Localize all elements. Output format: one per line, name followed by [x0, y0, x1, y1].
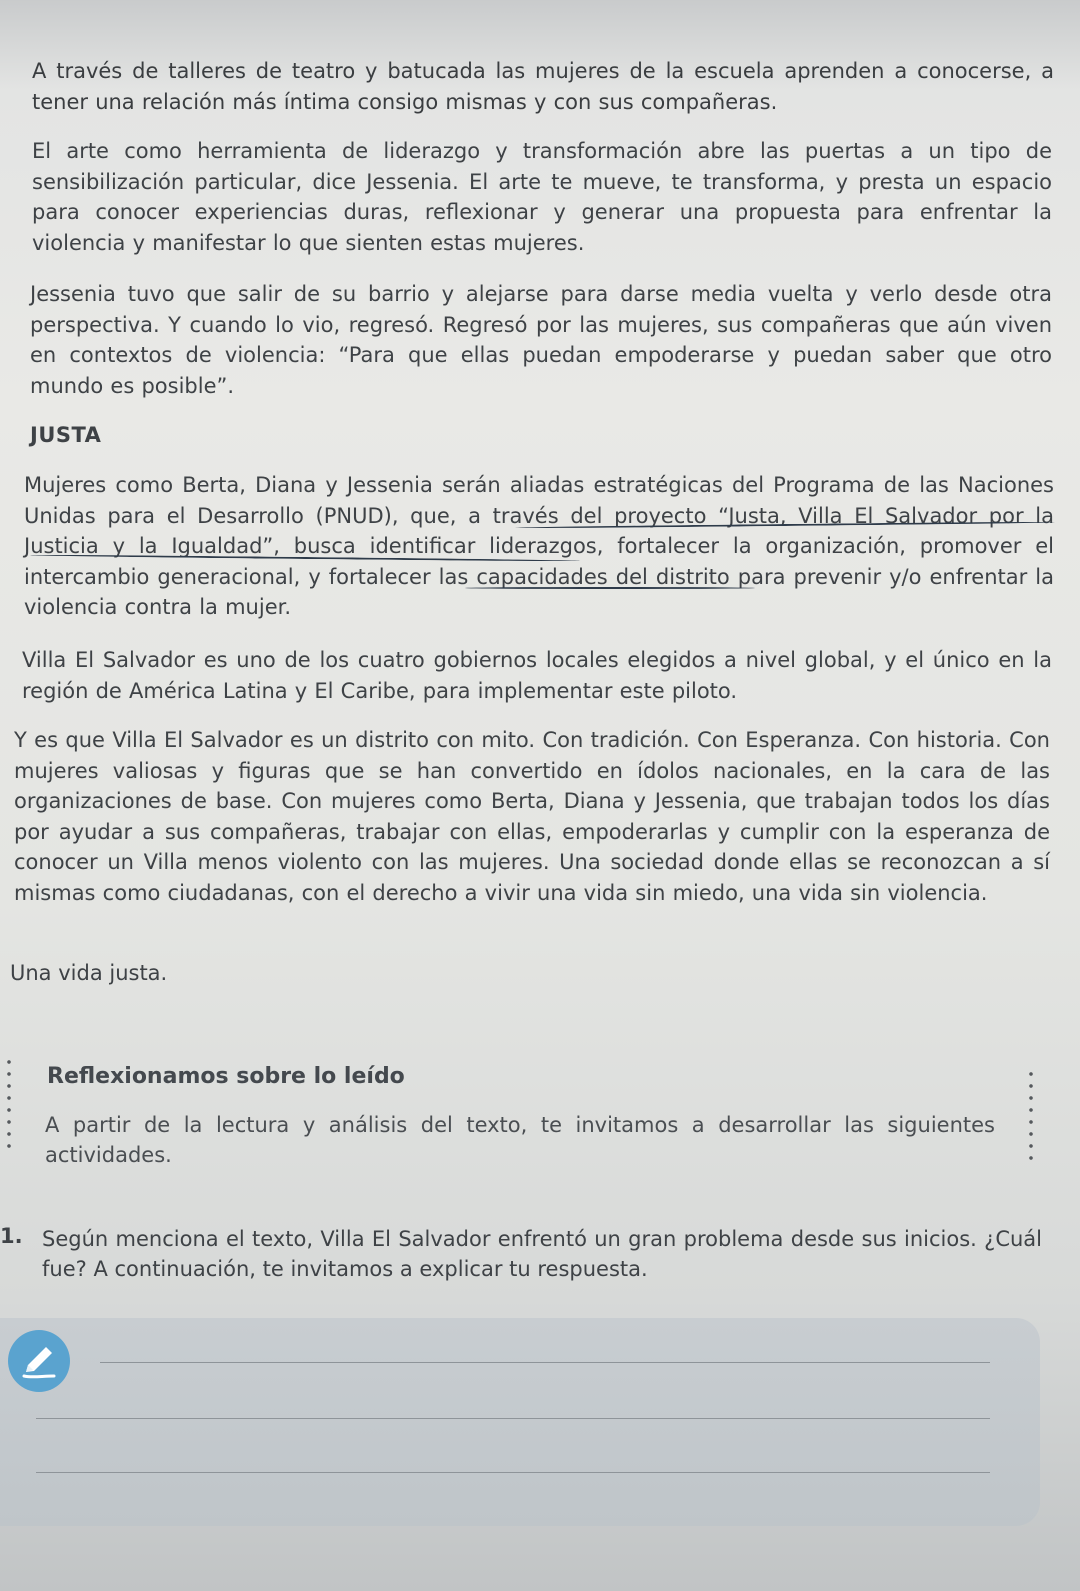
paragraph-jessenia: Jessenia tuvo que salir de su barrio y alejarse para darse media vuelta y verlo desde otra perspectiva. Y cuando lo vio, regresó. Regresó por las mujeres, sus compañeras que aún viven en contextos de violencia: “Para que ellas puedan empoderarse y puedan saber que otro mundo es posible”. [30, 282, 1052, 398]
dotted-border-left [6, 1056, 12, 1156]
answer-line[interactable] [36, 1472, 990, 1473]
question-text: Según menciona el texto, Villa El Salvador enfrentó un gran problema desde sus inicios. ¿Cuál fue? A continuación, te invitamos a explicar tu respuesta. [42, 1227, 1042, 1281]
closing-line: Una vida justa. [10, 961, 168, 985]
paragraph-pnud: Mujeres como Berta, Diana y Jessenia serán aliadas estratégicas del Programa de las Naciones Unidas para el Desarrollo (PNUD), que, a través del proyecto “Justa, Villa El Salvador por la Justicia y la Igualdad”, busca identificar liderazgos, fortalecer la organización, promover el intercambio generacional, y fortalecer las capacidades del distrito para prevenir y/o enfrentar la violencia contra la mujer. [24, 473, 1054, 619]
paragraph-talleres: A través de talleres de teatro y batucada las mujeres de la escuela aprenden a conocerse, a tener una relación más íntima consigo mismas y con sus compañeras. [32, 59, 1054, 114]
reflection-box [0, 1046, 1060, 1176]
paragraph-distrito-con-mito: Y es que Villa El Salvador es un distrito con mito. Con tradición. Con Esperanza. Con historia. Con mujeres valiosas y figuras que se han convertido en ídolos nacionales, en la cara de las organizaciones de base. Con mujeres como Berta, Diana y Jessenia, que trabajan todos los días por ayudar a sus compañeras, trabajar con ellas, empoderarlas y cumplir con la esperanza de conocer un Villa menos violento con las mujeres. Una sociedad donde ellas se reconozcan a sí mismas como ciudadanas, con el derecho a vivir una vida sin miedo, una vida sin violencia. [14, 728, 1050, 905]
answer-line[interactable] [36, 1418, 990, 1419]
section-heading-justa: JUSTA [30, 423, 102, 447]
handwritten-underline [465, 587, 755, 589]
paragraph-arte: El arte como herramienta de liderazgo y transformación abre las puertas a un tipo de sensibilización particular, dice Jessenia. El arte te mueve, te transforma, y presta un espacio para conocer experiencias duras, reflexionar y generar una propuesta para enfrentar la violencia y manifestar lo que sienten estas mujeres. [32, 139, 1052, 255]
reflection-title: Reflexionamos sobre lo leído [47, 1064, 405, 1089]
dotted-border-right [1028, 1068, 1034, 1168]
pencil-icon [8, 1330, 70, 1392]
paragraph-gobiernos-locales: Villa El Salvador es uno de los cuatro gobiernos locales elegidos a nivel global, y el único en la región de América Latina y El Caribe, para implementar este piloto. [22, 648, 1052, 703]
answer-area[interactable] [0, 1318, 1040, 1526]
reflection-intro: A partir de la lectura y análisis del texto, te invitamos a desarrollar las siguientes actividades. [45, 1113, 995, 1167]
answer-line[interactable] [100, 1362, 990, 1363]
question-number: 1. [0, 1224, 23, 1248]
